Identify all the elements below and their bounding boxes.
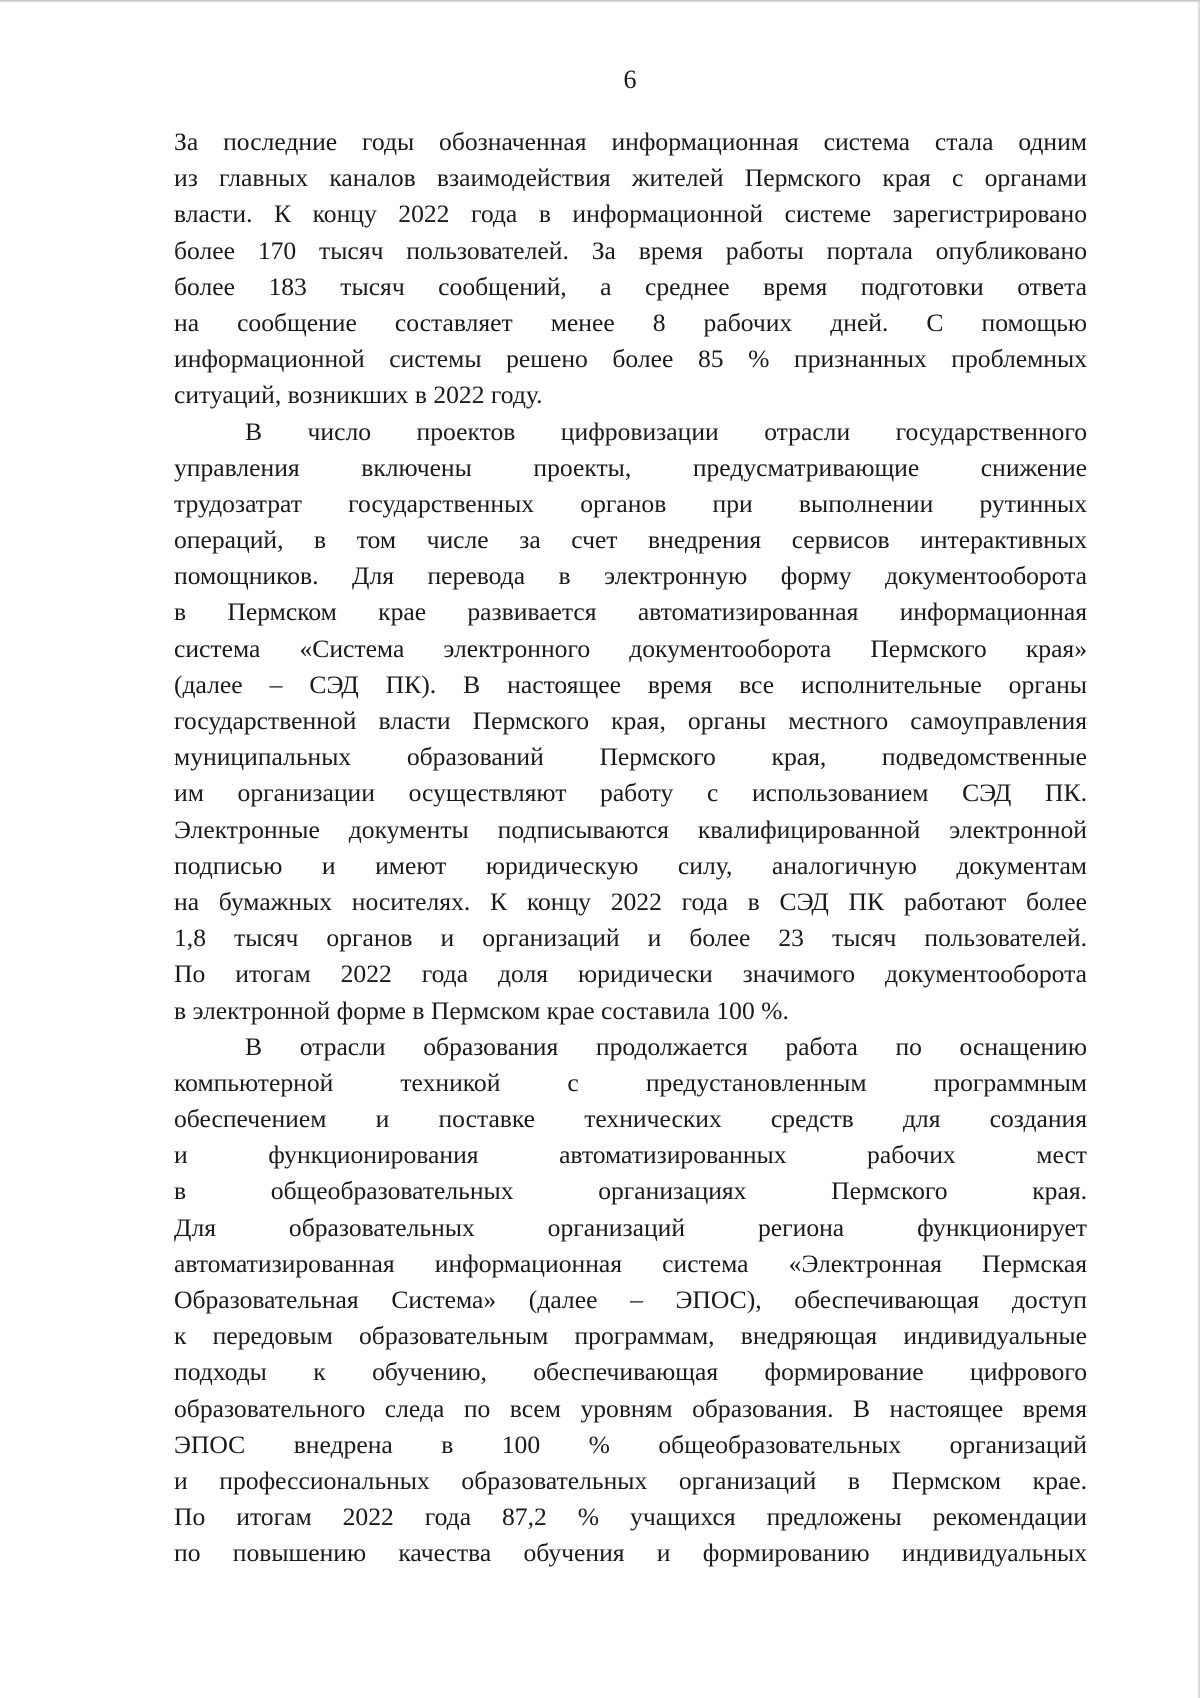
text-line: образовательного следа по всем уровням образования. В настоящее время: [174, 1393, 1087, 1423]
text-line: ситуаций, возникших в 2022 году.: [174, 380, 543, 410]
text-line: им организации осуществляют работу с использованием СЭД ПК.: [174, 778, 1087, 808]
text-line: помощников. Для перевода в электронную форму документооборота: [174, 561, 1087, 591]
scan-edge-top: [0, 0, 1200, 3]
text-line: на сообщение составляет менее 8 рабочих дней. С помощью: [174, 307, 1087, 337]
text-line: в Пермском крае развивается автоматизированная информационная: [174, 597, 1087, 627]
text-line: По итогам 2022 года 87,2 % учащихся предложены рекомендации: [174, 1502, 1087, 1532]
text-line: В число проектов цифровизации отрасли государственного: [245, 416, 1087, 446]
text-line: система «Система электронного документооборота Пермского края»: [174, 633, 1087, 663]
text-line: компьютерной техникой с предустановленным программным: [174, 1067, 1087, 1097]
text-line: Для образовательных организаций региона функционирует: [174, 1212, 1087, 1242]
text-line: Образовательная Система» (далее – ЭПОС), обеспечивающая доступ: [174, 1285, 1087, 1314]
text-line: более 183 тысяч сообщений, а среднее время подготовки ответа: [174, 271, 1087, 301]
text-line: По итогам 2022 года доля юридически значимого документооборота: [174, 959, 1087, 989]
text-line: автоматизированная информационная система «Электронная Пермская: [174, 1248, 1087, 1278]
text-line: более 170 тысяч пользователей. За время работы портала опубликовано: [174, 235, 1087, 265]
text-line: управления включены проекты, предусматривающие снижение: [174, 452, 1087, 482]
text-line: из главных каналов взаимодействия жителей Пермского края с органами: [174, 163, 1087, 193]
text-line: по повышению качества обучения и формированию индивидуальных: [174, 1538, 1087, 1568]
text-line: Электронные документы подписываются квалифицированной электронной: [174, 814, 1087, 844]
text-line: подходы к обучению, обеспечивающая формирование цифрового: [174, 1357, 1087, 1387]
text-line: операций, в том числе за счет внедрения сервисов интерактивных: [174, 525, 1087, 555]
text-line: трудозатрат государственных органов при выполнении рутинных: [174, 488, 1087, 518]
text-line: (далее – СЭД ПК). В настоящее время все исполнительные органы: [174, 669, 1087, 699]
text-line: к передовым образовательным программам, внедряющая индивидуальные: [174, 1321, 1087, 1351]
text-line: и профессиональных образовательных организаций в Пермском крае.: [174, 1465, 1087, 1495]
text-line: ЭПОС внедрена в 100 % общеобразовательных организаций: [174, 1429, 1087, 1459]
text-line: на бумажных носителях. К концу 2022 года в СЭД ПК работают более: [174, 886, 1087, 916]
page-number: 6: [623, 65, 637, 94]
text-line: подписью и имеют юридическую силу, аналогичную документам: [174, 850, 1087, 880]
text-line: информационной системы решено более 85 % признанных проблемных: [174, 344, 1087, 374]
text-line: власти. К концу 2022 года в информационной системе зарегистрировано: [174, 199, 1087, 229]
text-line: и функционирования автоматизированных рабочих мест: [174, 1140, 1087, 1170]
text-line: муниципальных образований Пермского края, подведомственные: [174, 742, 1087, 772]
document-body: [174, 124, 1087, 1572]
text-line: 1,8 тысяч органов и организаций и более 23 тысяч пользователей.: [174, 923, 1087, 953]
text-line: в электронной форме в Пермском крае составила 100 %.: [174, 995, 789, 1025]
text-line: государственной власти Пермского края, органы местного самоуправления: [174, 706, 1087, 735]
text-line: За последние годы обозначенная информационная система стала одним: [174, 127, 1087, 156]
text-line: обеспечением и поставке технических средств для создания: [174, 1104, 1087, 1134]
text-line: В отрасли образования продолжается работа по оснащению: [245, 1031, 1087, 1061]
text-line: в общеобразовательных организациях Пермского края.: [174, 1176, 1087, 1206]
